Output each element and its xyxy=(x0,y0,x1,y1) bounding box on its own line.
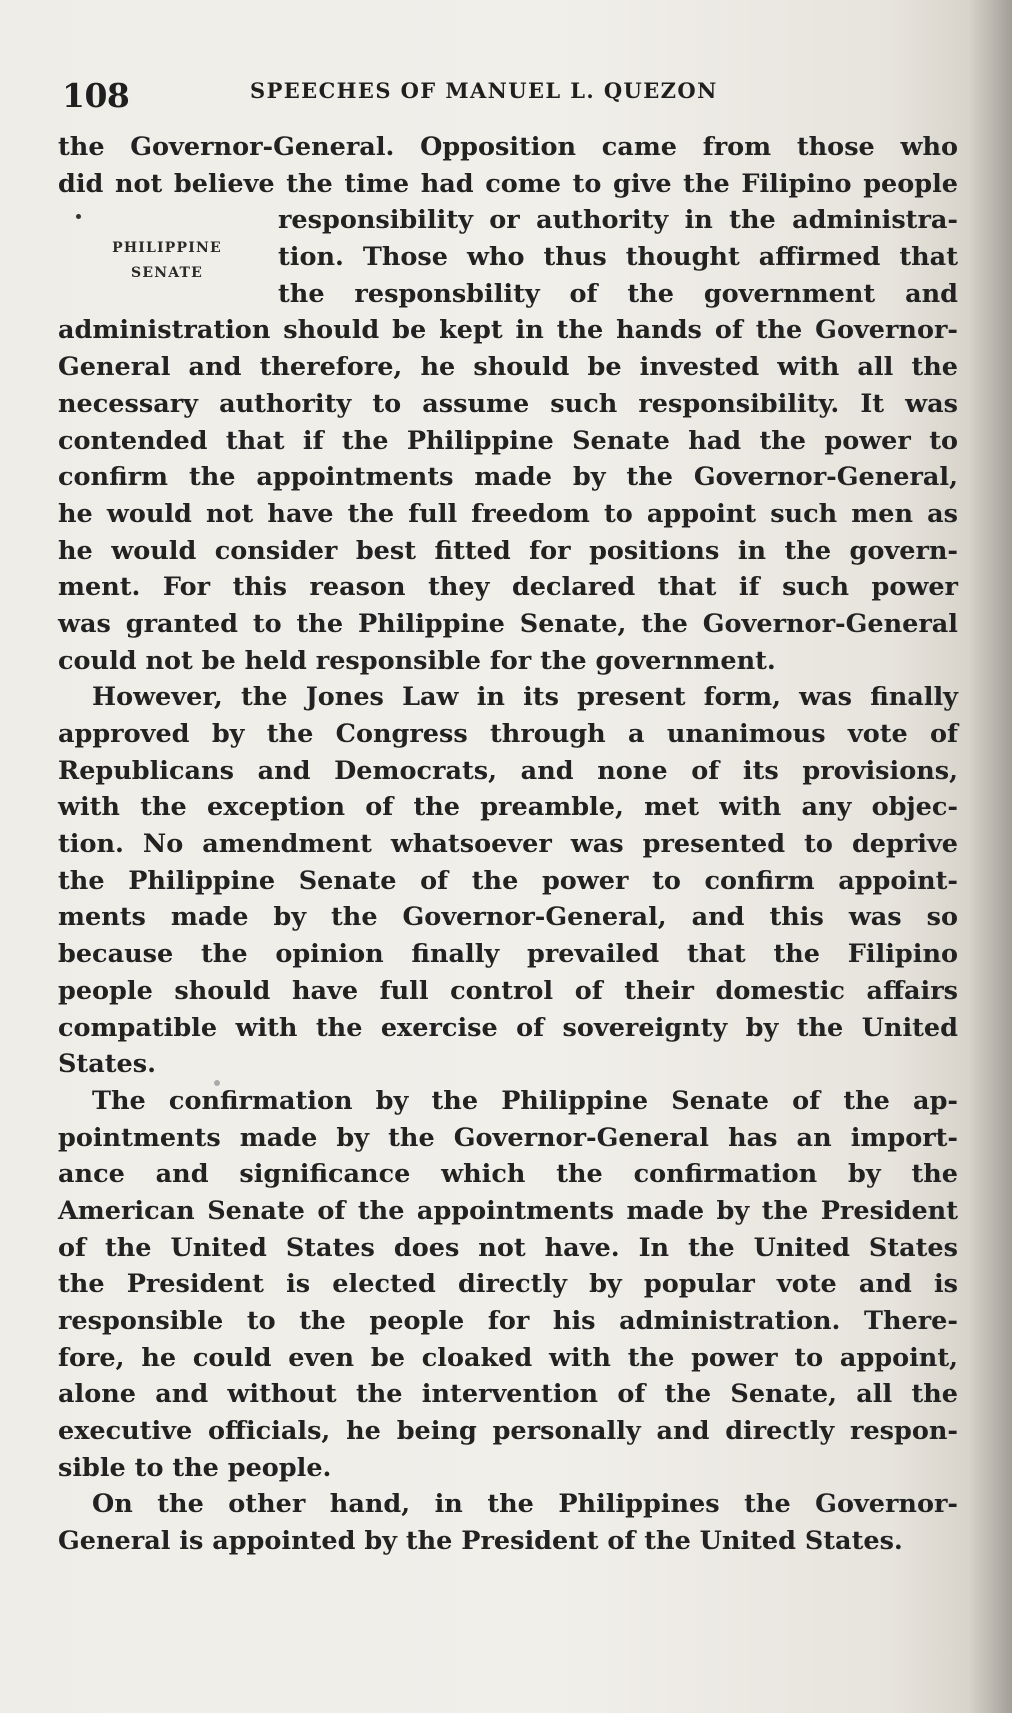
page-edge-shadow xyxy=(968,0,1012,1713)
text-line: was granted to the Philippine Senate, the Governor-General xyxy=(58,608,958,639)
text-line: because the opinion finally prevailed that the Filipino xyxy=(58,939,958,970)
text-line: tion. Those who thus thought affirmed that xyxy=(278,242,958,273)
text-line: American Senate of the appointments made by the President xyxy=(58,1195,958,1226)
text-line: the Governor-General. Opposition came from those who xyxy=(58,132,958,162)
text-line: executive officials, he being personally and directly respon- xyxy=(58,1416,958,1447)
text-line: alone and without the intervention of the Senate, all the xyxy=(58,1379,958,1410)
text-line: ments made by the Governor-General, and this was so xyxy=(58,902,958,933)
text-line: people should have full control of their domestic affairs xyxy=(58,975,958,1006)
text-line: sible to the people. xyxy=(58,1452,332,1483)
text-line: ance and significance which the confirmation by the xyxy=(58,1159,958,1190)
text-line: On the other hand, in the Philippines the Governor- xyxy=(92,1489,958,1520)
text-line: could not be held responsible for the government. xyxy=(58,645,776,676)
text-line: ment. For this reason they declared that if such power xyxy=(58,572,958,603)
text-line: confirm the appointments made by the Governor-General, xyxy=(58,462,958,493)
text-line: administration should be kept in the hands of the Governor- xyxy=(58,315,958,346)
body-text xyxy=(58,129,958,1560)
text-line: General and therefore, he should be invested with all the xyxy=(58,352,958,383)
text-line: tion. No amendment whatsoever was presented to deprive xyxy=(58,829,958,860)
marginal-note-line: SENATE xyxy=(131,265,203,281)
text-line: However, the Jones Law in its present form, was finally xyxy=(92,682,958,713)
marginal-note-line: PHILIPPINE xyxy=(112,240,222,256)
text-line: the responsbility of the government and xyxy=(278,278,958,309)
text-line: he would consider best fitted for positions in the govern- xyxy=(58,535,958,566)
text-line: the President is elected directly by popular vote and is xyxy=(58,1269,958,1300)
text-line: did not believe the time had come to give the Filipino people xyxy=(58,168,958,199)
text-line: States. xyxy=(58,1049,156,1080)
page-number: 108 xyxy=(62,76,130,115)
text-line: approved by the Congress through a unanimous vote of xyxy=(58,719,958,749)
text-line: The confirmation by the Philippine Senate of the ap- xyxy=(92,1085,958,1116)
text-line: of the United States does not have. In the United States xyxy=(58,1232,958,1263)
text-line: he would not have the full freedom to appoint such men as xyxy=(58,498,958,529)
text-line: Republicans and Democrats, and none of its provisions, xyxy=(58,755,958,786)
text-line: pointments made by the Governor-General has an import- xyxy=(58,1122,958,1153)
text-line: contended that if the Philippine Senate had the power to xyxy=(58,425,958,456)
text-line: fore, he could even be cloaked with the power to appoint, xyxy=(58,1342,958,1373)
text-line: responsibility or authority in the administra- xyxy=(278,205,958,236)
text-line: with the exception of the preamble, met with any objec- xyxy=(58,792,958,823)
text-line: compatible with the exercise of sovereignty by the United xyxy=(58,1012,958,1043)
text-line: responsible to the people for his administration. There- xyxy=(58,1306,958,1336)
page-header xyxy=(62,76,952,124)
text-line: necessary authority to assume such responsibility. It was xyxy=(58,388,958,419)
text-line: General is appointed by the President of the United States. xyxy=(58,1526,903,1557)
text-line: the Philippine Senate of the power to confirm appoint- xyxy=(58,865,958,896)
running-title: SPEECHES OF MANUEL L. QUEZON xyxy=(250,78,718,103)
